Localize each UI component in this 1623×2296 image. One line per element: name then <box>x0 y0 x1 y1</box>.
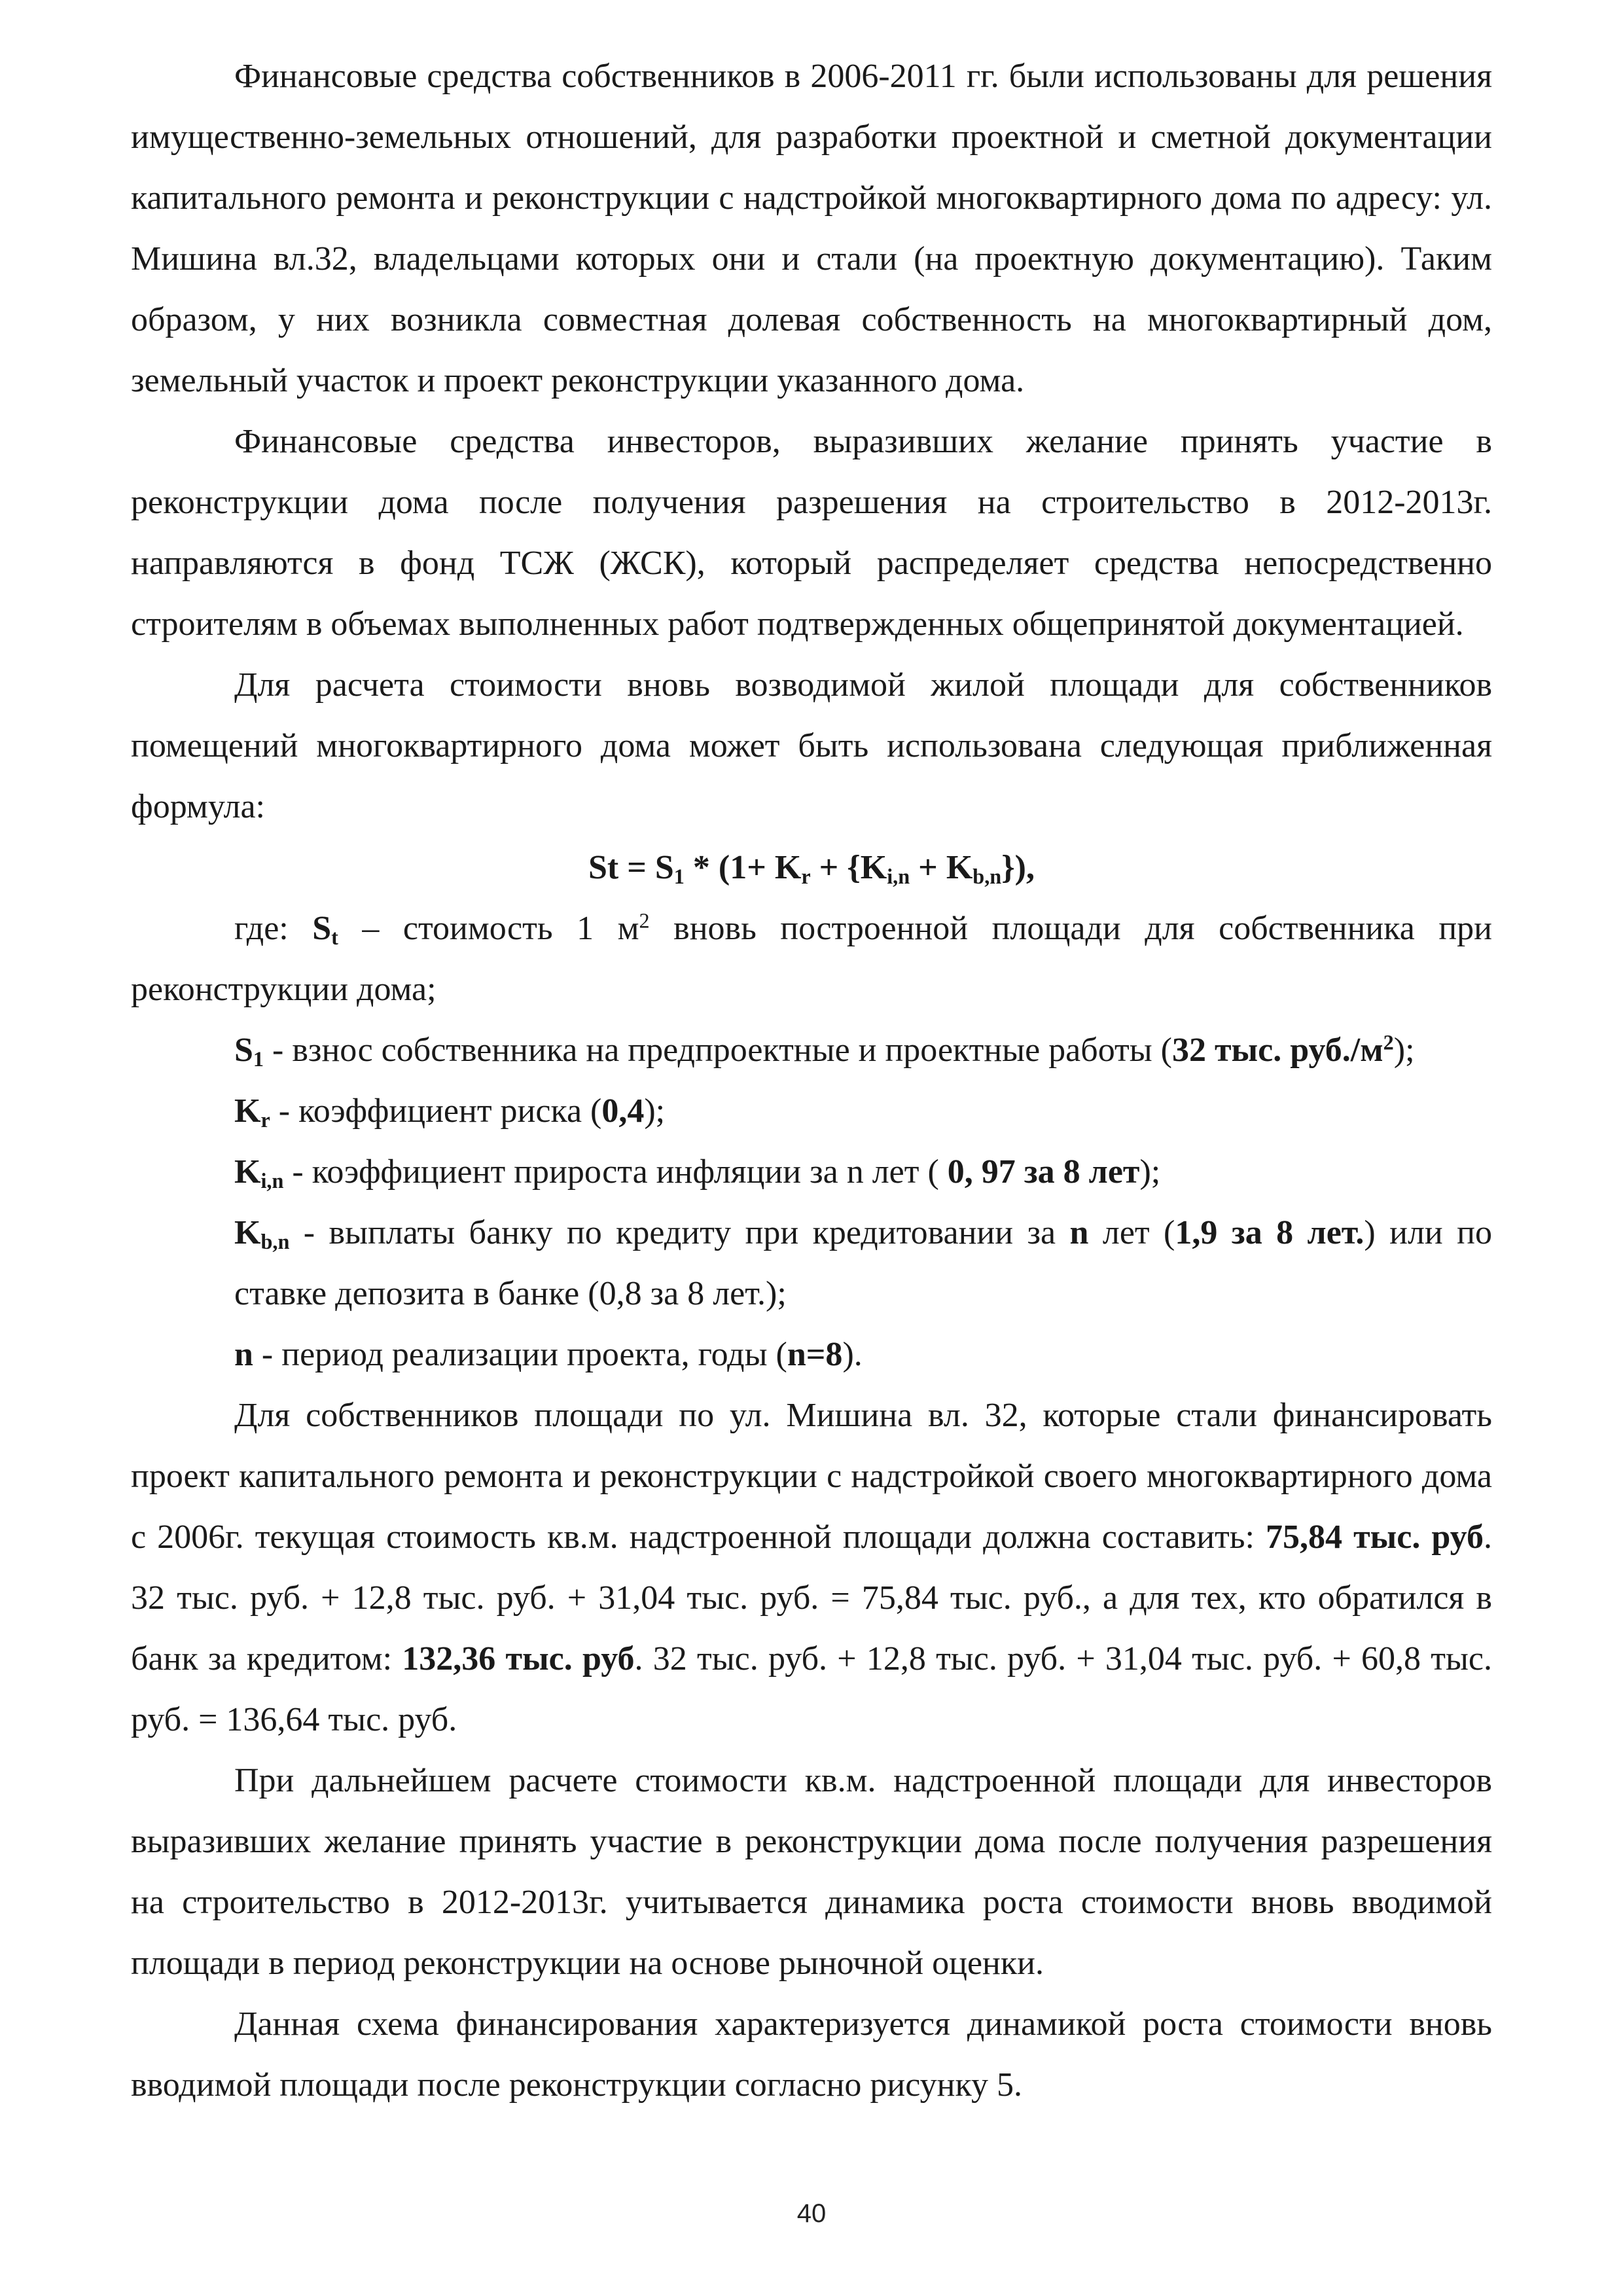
definition-n: n - период реализации проекта, годы (n=8). <box>234 1336 863 1373</box>
formula-where-st: где: $S_t$ – стоимость 1 $м^2$ вновь построенной площади для собственника при реконструкции дома; <box>131 908 1492 1008</box>
body-text <box>131 46 1492 2115</box>
paragraph-investors-funds: Финансовые средства инвесторов, выразивших желание принять участие в реконструкции дома после получения разрешения на строительство в 2012-2013г. направляются в фонд ТСЖ (ЖСК), который распределяет средства непосредственно строителям в объемах выполненных работ подтвержденных общепринятой документацией. <box>131 423 1492 643</box>
page-number: 40 <box>796 2199 827 2228</box>
cost-formula: $St = S_1 * (1+ K_r + \{K_{i,n} + K_{b,n}\})$, <box>588 849 1035 889</box>
paragraph-investor-calculation: При дальнейшем расчете стоимости кв.м. надстроенной площади для инвесторов выразивших желание принять участие в реконструкции дома после получения разрешения на строительство в 2012-2013г. учитывается динамика роста стоимости вновь вводимой площади в период реконструкции на основе рыночной оценки. <box>131 1762 1492 1982</box>
paragraph-owner-cost: Для собственников площади по ул. Мишина вл. 32, которые стали финансировать проект капитального ремонта и реконструкции с надстройкой своего многоквартирного дома с 2006г. текущая стоимость кв.м. надстроенной площади должна составить: 75,84 тыс. руб. 32 тыс. руб. + 12,8 тыс. руб. + 31,04 тыс. руб. = 75,84 тыс. руб., а для тех, кто обратился в банк за кредитом: 132,36 тыс. руб. 32 тыс. руб. + 12,8 тыс. руб. + 31,04 тыс. руб. + 60,8 тыс. руб. = 136,64 тыс. руб. <box>131 1397 1492 1738</box>
definition-ki: $K_{i,n}$ - коэффициент прироста инфляции за n лет ( 0, 97 за 8 лет); <box>234 1153 1161 1193</box>
definition-s1: $S_1$ - взнос собственника на предпроектные и проектные работы (32 тыс. $руб./м^2$); <box>234 1030 1415 1071</box>
paragraph-formula-intro: Для расчета стоимости вновь возводимой жилой площади для собственников помещений многоквартирного дома может быть использована следующая приближенная формула: <box>131 666 1492 825</box>
definition-kb: $K_{b,n}$ - выплаты банку по кредиту при кредитовании за n лет (1,9 за 8 лет.) или по ставке депозита в банке (0,8 за 8 лет.); <box>234 1214 1493 1312</box>
paragraph-financing-scheme: Данная схема финансирования характеризуется динамикой роста стоимости вновь вводимой площади после реконструкции согласно рисунку 5. <box>131 2005 1492 2104</box>
definition-kr: $K_r$ - коэффициент риска (0,4); <box>234 1092 666 1132</box>
paragraph-owners-funds: Финансовые средства собственников в 2006-2011 гг. были использованы для решения имущественно-земельных отношений, для разработки проектной и сметной документации капитального ремонта и реконструкции с надстройкой многоквартирного дома по адресу: ул. Мишина вл.32, владельцами которых они и стали (на проектную документацию). Таким образом, у них возникла совместная долевая собственность на многоквартирный дом, земельный участок и проект реконструкции указанного дома. <box>131 58 1492 399</box>
